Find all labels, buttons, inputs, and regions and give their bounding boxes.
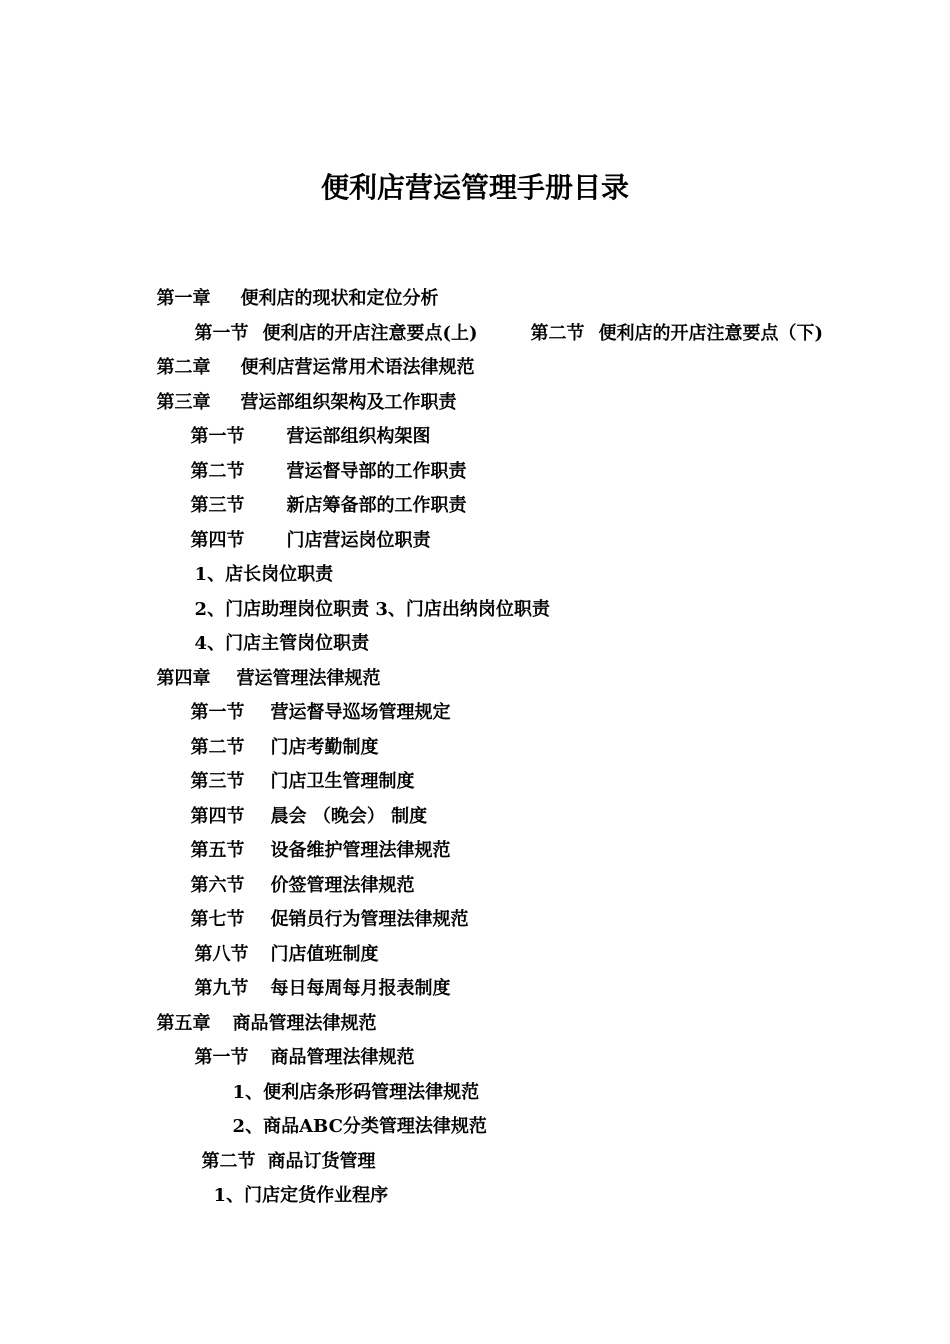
toc-text: 便利店的现状和定位分析 (240, 288, 439, 309)
toc-label: 第九节 (194, 978, 249, 999)
toc-text: 营运部组织构架图 (286, 426, 431, 447)
toc-text: 新店筹备部的工作职责 (286, 495, 467, 516)
toc-label: 第三节 (190, 495, 245, 516)
toc-label: 第四章 (156, 668, 211, 689)
toc-text: 门店考勤制度 (270, 737, 379, 758)
toc-label: 第五节 (190, 840, 245, 861)
toc-label: 第二节 (201, 1151, 256, 1172)
toc-label: 第一节 (190, 702, 245, 723)
toc-label: 第一节 (194, 323, 249, 344)
toc-text: 晨会 （晚会） 制度 (270, 806, 428, 827)
toc-text: 促销员行为管理法律规范 (270, 909, 469, 930)
toc-text: 营运管理法律规范 (236, 668, 381, 689)
toc-label: 第二节 (190, 737, 245, 758)
toc-text: 设备维护管理法律规范 (270, 840, 451, 861)
toc-label: 第三章 (156, 392, 211, 413)
toc-text: 门店卫生管理制度 (270, 771, 415, 792)
toc-label: 第二章 (156, 357, 211, 378)
toc-label: 第一节 (190, 426, 245, 447)
toc-text: 2、门店助理岗位职责 3、门店出纳岗位职责 (194, 599, 550, 620)
toc-label: 第五章 (156, 1013, 211, 1034)
toc-label: 第八节 (194, 944, 249, 965)
toc-text: 营运督导巡场管理规定 (270, 702, 451, 723)
toc-entry-ch1-sec-2 (518, 298, 823, 346)
toc-text: 便利店的开店注意要点(上) (262, 323, 478, 344)
toc-label: 第一节 (194, 1047, 249, 1068)
toc-text: 每日每周每月报表制度 (270, 978, 451, 999)
toc-text: 商品管理法律规范 (270, 1047, 415, 1068)
toc-text: 商品订货管理 (267, 1151, 376, 1172)
toc-label: 第三节 (190, 771, 245, 792)
toc-entry-ch5-sec2-item-1 (201, 1160, 388, 1208)
toc-label: 第四节 (190, 806, 245, 827)
toc-label: 第四节 (190, 530, 245, 551)
toc-text: 1、门店定货作业程序 (213, 1185, 389, 1206)
toc-label: 第六节 (190, 875, 245, 896)
toc-text: 便利店的开店注意要点（下) (598, 323, 824, 344)
toc-text: 4、门店主管岗位职责 (194, 633, 370, 654)
page-title: 便利店营运管理手册目录 (320, 171, 629, 204)
toc-text: 商品管理法律规范 (232, 1013, 377, 1034)
toc-text: 价签管理法律规范 (270, 875, 415, 896)
toc-text: 营运部组织架构及工作职责 (240, 392, 457, 413)
toc-text: 门店值班制度 (270, 944, 379, 965)
toc-label: 第二节 (530, 323, 585, 344)
toc-label: 第七节 (190, 909, 245, 930)
toc-label: 第二节 (190, 461, 245, 482)
toc-text: 门店营运岗位职责 (286, 530, 431, 551)
toc-text: 1、店长岗位职责 (194, 564, 334, 585)
toc-label: 第一章 (156, 288, 211, 309)
toc-text: 1、便利店条形码管理法律规范 (232, 1082, 480, 1103)
toc-text: 便利店营运常用术语法律规范 (240, 357, 475, 378)
toc-text: 2、商品ABC分类管理法律规范 (232, 1116, 487, 1137)
toc-text: 营运督导部的工作职责 (286, 461, 467, 482)
